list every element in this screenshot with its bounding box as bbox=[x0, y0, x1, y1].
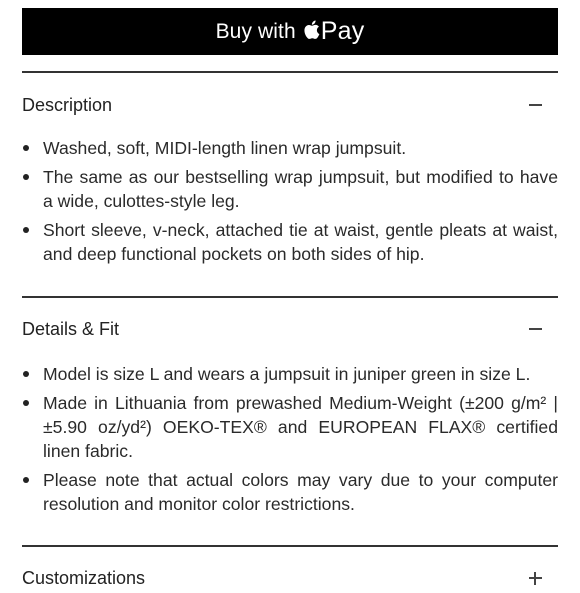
list-item bbox=[22, 362, 558, 386]
list-item bbox=[22, 218, 558, 266]
apple-pay-logo bbox=[302, 17, 365, 46]
details-fit-bullet-list bbox=[22, 362, 558, 521]
bullet-icon bbox=[23, 371, 29, 377]
list-item bbox=[22, 391, 558, 463]
bullet-text: Please note that actual colors may vary due to your computer resolution and monitor color restrictions. bbox=[43, 470, 558, 514]
details-fit-section-header[interactable] bbox=[22, 314, 558, 344]
pay-wordmark: Pay bbox=[320, 17, 365, 45]
bullet-text: Model is size L and wears a jumpsuit in juniper green in size L. bbox=[43, 364, 531, 384]
bullet-icon bbox=[23, 145, 29, 151]
description-bullet-list bbox=[22, 136, 558, 271]
bullet-icon bbox=[23, 174, 29, 180]
bullet-icon bbox=[23, 477, 29, 483]
pay-button-prefix: Buy with bbox=[215, 19, 296, 43]
customizations-section-title: Customizations bbox=[22, 567, 146, 588]
bullet-text: The same as our bestselling wrap jumpsuit, but modified to have a wide, culottes-style leg. bbox=[43, 167, 558, 211]
section-divider bbox=[22, 545, 558, 547]
bullet-text: Made in Lithuania from prewashed Medium-Weight (±200 g/m² | ±5.90 oz/yd²) OEKO-TEX® and EUROPEAN FLAX® certified linen fabric. bbox=[43, 393, 558, 461]
section-divider bbox=[22, 296, 558, 298]
collapse-minus-icon[interactable] bbox=[522, 316, 548, 342]
description-section-header[interactable] bbox=[22, 90, 558, 120]
list-item bbox=[22, 136, 558, 160]
collapse-minus-icon[interactable] bbox=[522, 92, 548, 118]
bullet-icon bbox=[23, 227, 29, 233]
apple-icon bbox=[302, 19, 320, 40]
list-item bbox=[22, 165, 558, 213]
bullet-text: Washed, soft, MIDI-length linen wrap jumpsuit. bbox=[43, 138, 407, 158]
buy-with-apple-pay-button[interactable] bbox=[22, 8, 558, 55]
section-divider bbox=[22, 71, 558, 73]
details-fit-section-title: Details & Fit bbox=[22, 318, 120, 339]
description-section-title: Description bbox=[22, 94, 113, 115]
bullet-icon bbox=[23, 400, 29, 406]
list-item bbox=[22, 468, 558, 516]
customizations-section-header[interactable] bbox=[22, 563, 558, 593]
expand-plus-icon[interactable] bbox=[522, 565, 548, 591]
bullet-text: Short sleeve, v-neck, attached tie at waist, gentle pleats at waist, and deep functional pockets on both sides of hip. bbox=[43, 220, 558, 264]
